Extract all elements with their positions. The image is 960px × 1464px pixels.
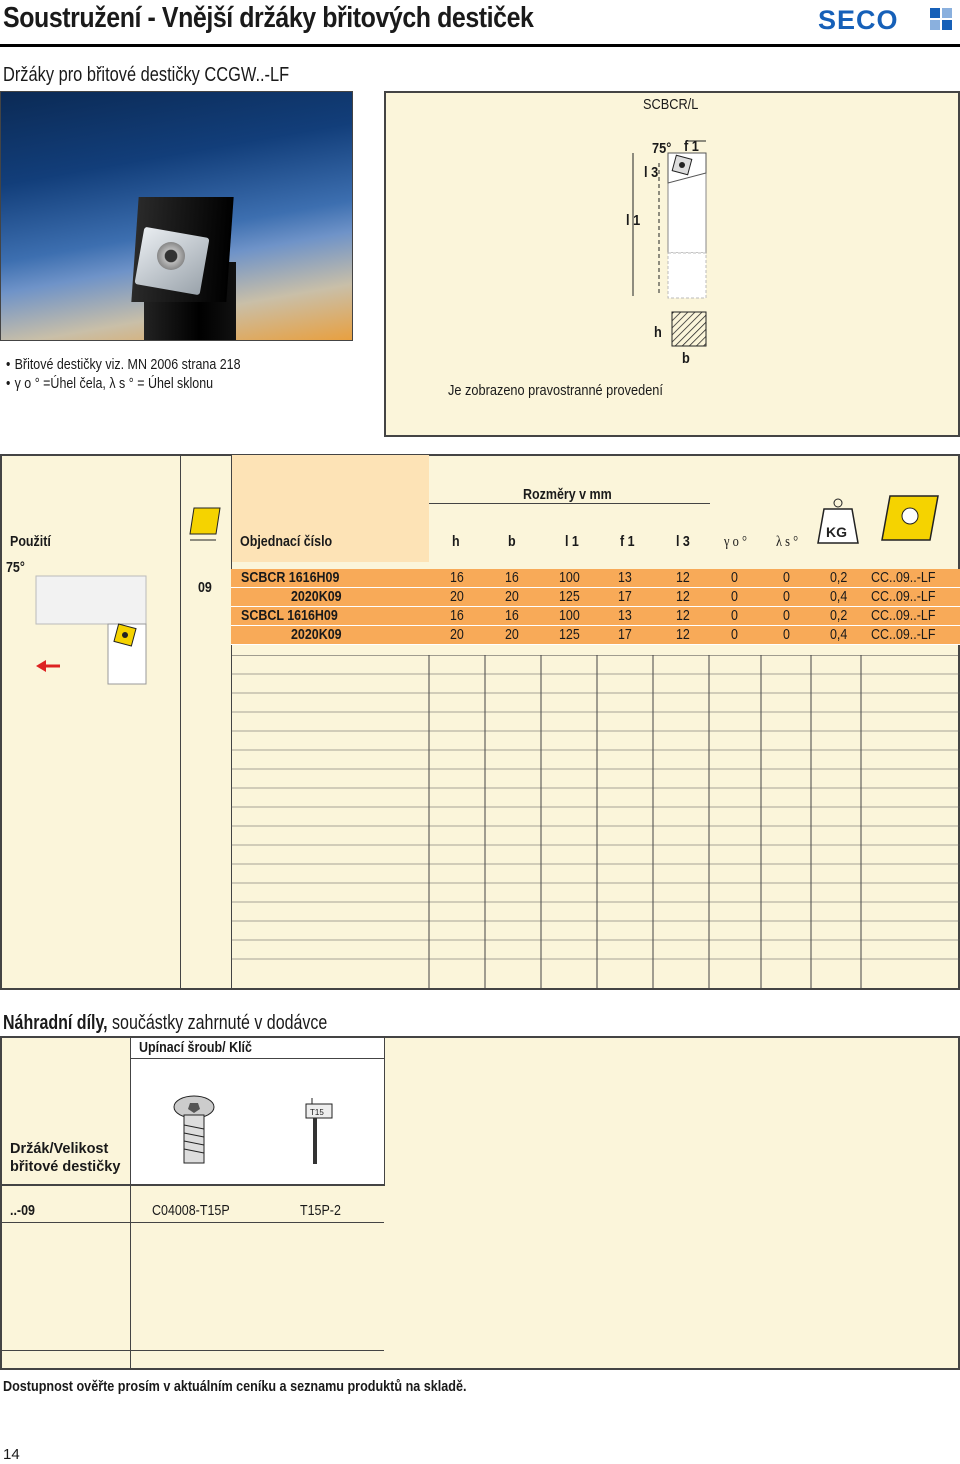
note-item: • Břitové destičky viz. MN 2006 strana 218 [6, 356, 241, 375]
col-usage: Použití [10, 534, 51, 550]
angle-label: 75° [652, 141, 672, 157]
section-subtitle: Držáky pro břitové destičky CCGW..-LF [3, 64, 290, 86]
col-f1: f 1 [620, 534, 635, 550]
col-lambda: λ s ° [776, 534, 799, 550]
page-title: Soustružení - Vnější držáky břitových destiček [3, 2, 534, 34]
col-h: h [452, 534, 460, 550]
screw-image [157, 242, 185, 270]
col-l3: l 3 [676, 534, 690, 550]
logo-text: SECO [818, 6, 899, 32]
col-b: b [508, 534, 516, 550]
spares-group: Upínací šroub/ Klíč [139, 1040, 252, 1056]
product-photo [0, 91, 353, 341]
header-rule [0, 44, 960, 47]
l1-label: l 1 [626, 213, 641, 229]
spares-size: ..-09 [10, 1203, 35, 1219]
table-row: 2020K09 20 20 125 17 12 0 0 0,4 CC..09..-LF [231, 626, 960, 645]
insert-size: 09 [198, 580, 212, 596]
col-order: Objednací číslo [240, 534, 333, 550]
screw-icon [170, 1095, 218, 1167]
spares-key: T15P-2 [300, 1203, 341, 1219]
usage-diagram [30, 574, 160, 686]
table-row: 2020K09 20 20 125 17 12 0 0 0,4 CC..09..-LF [231, 588, 960, 607]
b-label: b [682, 351, 690, 367]
page-number: 14 [3, 1446, 20, 1463]
spares-screw: C04008-T15P [152, 1203, 230, 1219]
insert-shape-icon [878, 492, 940, 544]
usage-angle: 75° [6, 560, 25, 576]
col-gamma: γ o ° [724, 534, 747, 550]
diagram-model: SCBCR/L [643, 97, 699, 113]
empty-grid [231, 655, 960, 988]
key-icon [304, 1098, 334, 1168]
l3-label: l 3 [644, 165, 659, 181]
note-item: • γ o ° =Úhel čela, λ s ° = Úhel sklonu [6, 375, 241, 394]
key-tag: T15 [310, 1108, 324, 1117]
spares-title: Náhradní díly, součástky zahrnuté v dodávce [3, 1012, 328, 1034]
table-row: SCBCL 1616H09 16 16 100 13 12 0 0 0,2 CC..09..-LF [231, 607, 960, 626]
diagram-panel [384, 91, 960, 437]
col-l1: l 1 [565, 534, 579, 550]
spares-row-label: Držák/Velikost břitové destičky [10, 1141, 121, 1175]
notes-list [6, 356, 279, 394]
diagram-caption: Je zobrazeno pravostranné provedení [448, 383, 663, 399]
weight-icon [816, 497, 860, 547]
kg-label: KG [826, 524, 847, 540]
table-row: SCBCR 1616H09 16 16 100 13 12 0 0 0,2 CC..09..-LF [231, 569, 960, 588]
insert-size-icon [186, 504, 226, 544]
footer-note: Dostupnost ověřte prosím v aktuálním ceníku a seznamu produktů na skladě. [3, 1378, 467, 1395]
seco-logo [818, 6, 954, 32]
f1-label: f 1 [684, 139, 699, 155]
h-label: h [654, 325, 662, 341]
dim-header: Rozměry v mm [523, 487, 612, 503]
